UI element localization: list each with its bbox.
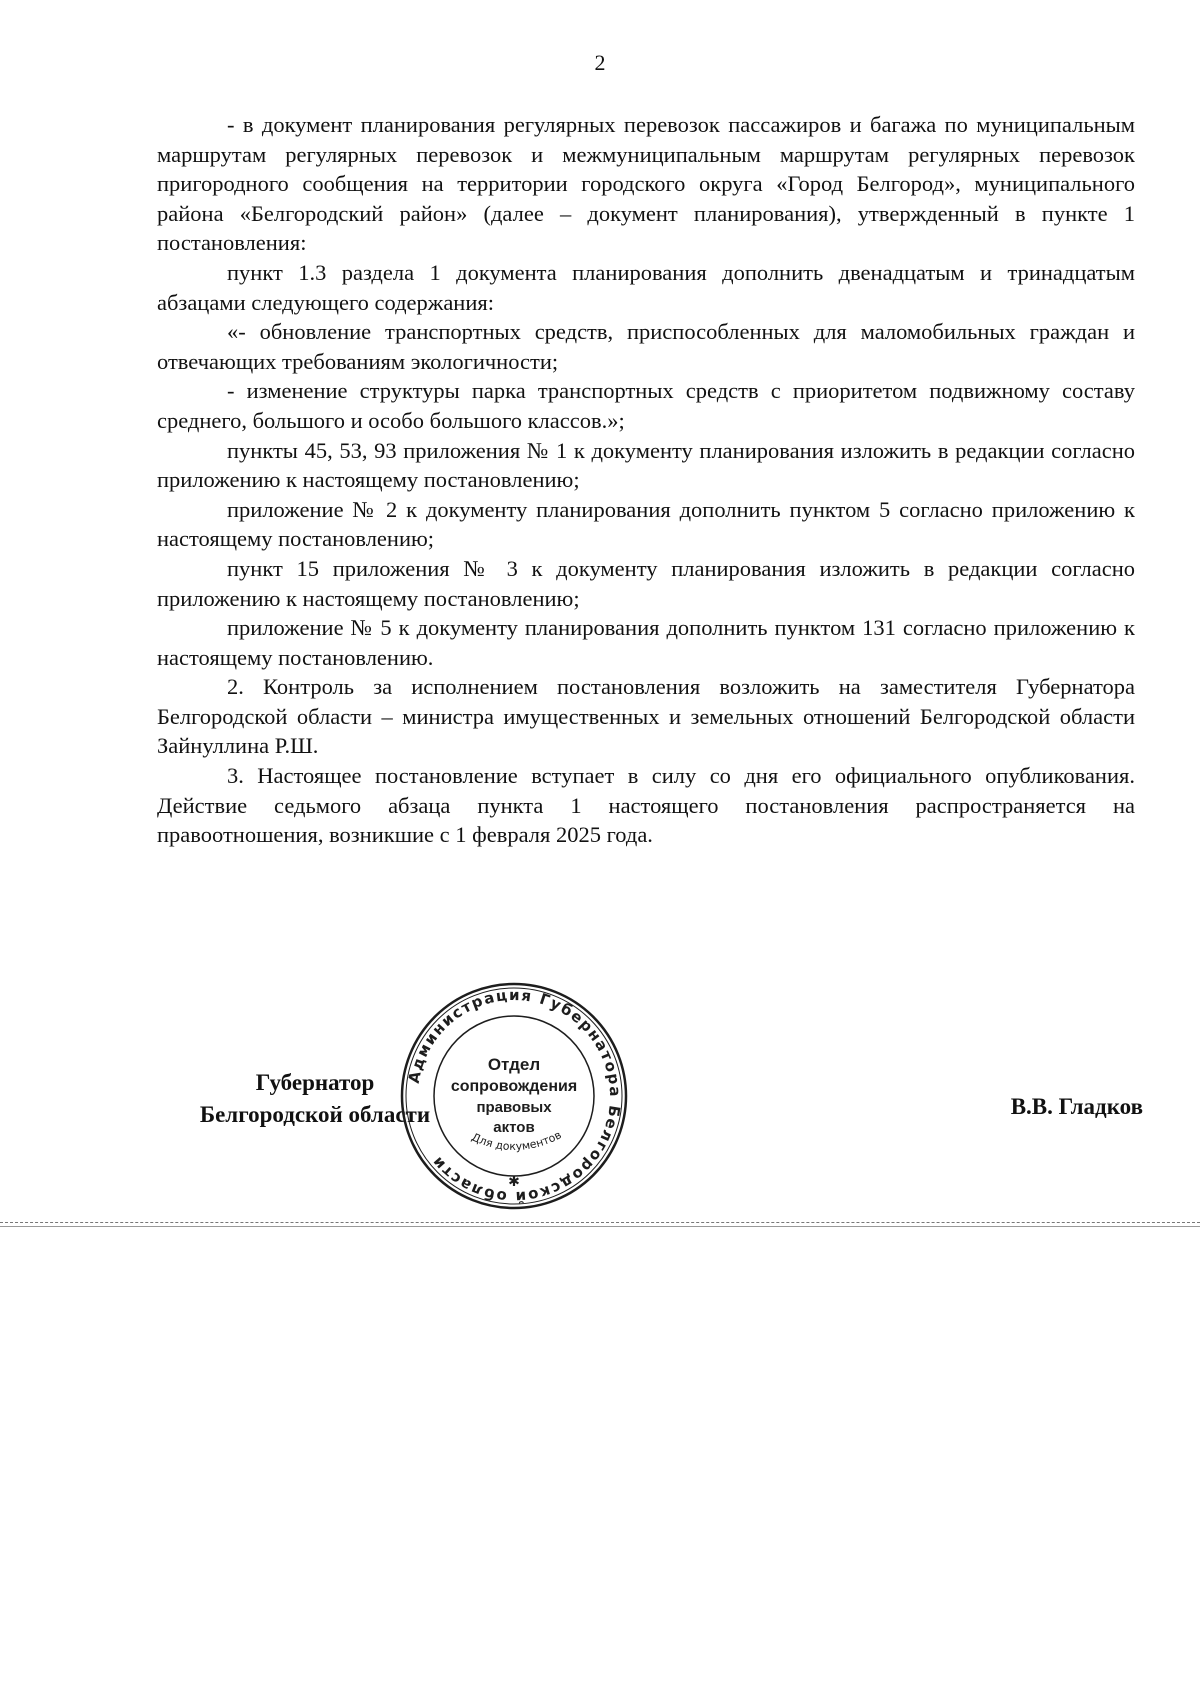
paragraph: приложение № 5 к документу планирования дополнить пунктом 131 согласно приложению к настоящему постановлению. (157, 615, 1135, 670)
svg-text:✱: ✱ (508, 1174, 520, 1190)
stamp-center-line: правовых (476, 1099, 552, 1116)
page-number: 2 (594, 50, 606, 75)
stamp-center-line: сопровождения (450, 1078, 578, 1095)
position-line: Губернатор (255, 1070, 375, 1095)
paragraph: - изменение структуры парка транспортных средств с приоритетом подвижному составу среднего, большого и особо большого классов.»; (157, 378, 1135, 433)
paragraph: пункт 1.3 раздела 1 документа планирования дополнить двенадцатым и тринадцатым абзацами следующего содержания: (157, 259, 1135, 315)
scan-border-line (0, 1226, 1200, 1227)
signatory-name: В.В. Гладков (1010, 1094, 1143, 1119)
paragraph: 3. Настоящее постановление вступает в силу со дня его официального опубликования. Действие седьмого абзаца пункта 1 настоящего постановления распространяется на правоотношения, возникшие с 1 февраля 2025 года. (157, 763, 1135, 848)
paragraph: приложение № 2 к документу планирования дополнить пунктом 5 согласно приложению к настоящему постановлению; (157, 496, 1135, 552)
paragraph: пункт 15 приложения № 3 к документу планирования изложить в редакции согласно приложению к настоящему постановлению; (157, 555, 1135, 611)
paragraph: «- обновление транспортных средств, приспособленных для маломобильных граждан и отвечающих требованиям экологичности; (157, 319, 1135, 374)
paragraph: - в документ планирования регулярных перевозок пассажиров и багажа по муниципальным маршрутам регулярных перевозок и межмуниципальным маршрутам регулярных перевозок пригородного сообщения на территории городского округа «Город Белгород», муниципального района «Белгородский район» (далее – документ планирования), утвержденный в пункте 1 постановления: (157, 112, 1135, 256)
official-stamp (398, 980, 630, 1212)
paragraph: пункты 45, 53, 93 приложения № 1 к документу планирования изложить в редакции согласно приложению к настоящему постановлению; (157, 437, 1135, 493)
position-line: Белгородской области (199, 1102, 431, 1127)
document-body (157, 110, 1135, 850)
stamp-bottom-text: Для документов (469, 1128, 564, 1154)
stamp-center-line: актов (493, 1119, 535, 1136)
stamp-center-line: Отдел (487, 1055, 541, 1074)
stamp-ring-text: Администрация Губернатора Белгородской области (404, 985, 625, 1207)
paragraph: 2. Контроль за исполнением постановления возложить на заместителя Губернатора Белгородской области – министра имущественных и земельных отношений Белгородской области Зайнуллина Р.Ш. (157, 674, 1135, 759)
stamp-center (398, 980, 630, 1212)
scan-border-line (0, 1222, 1200, 1223)
